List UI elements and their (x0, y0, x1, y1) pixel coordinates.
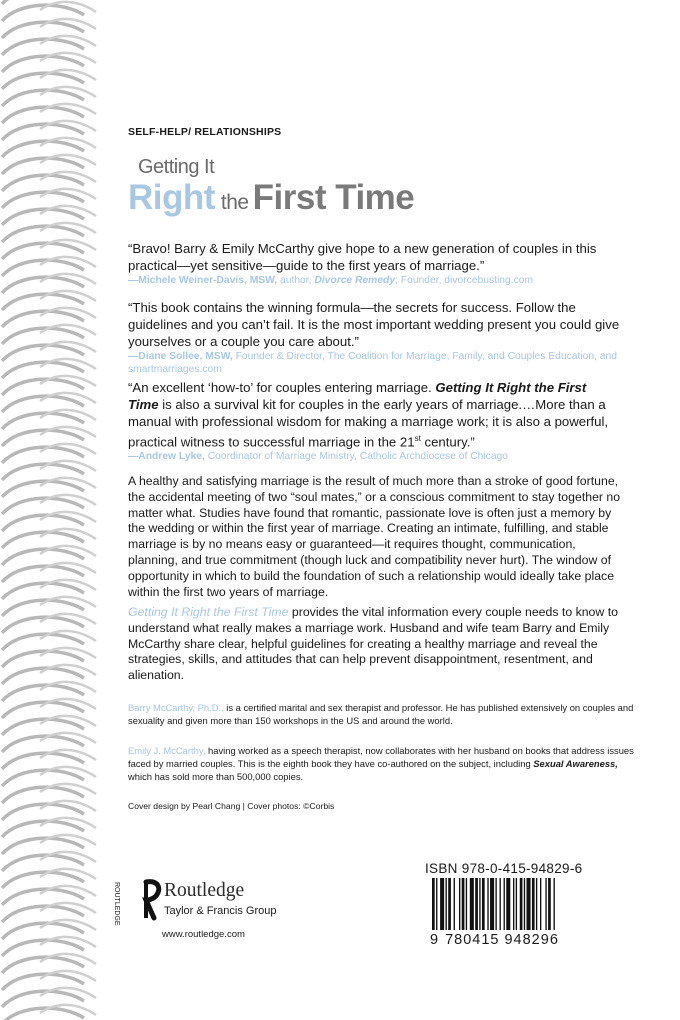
quote-text: “This book contains the winning formula—the secrets for success. Follow the guidelines and you can’t fail. It is the most important wedding present you could give yourselves or a couple you care about.” (128, 300, 620, 349)
publisher-url: www.routledge.com (162, 929, 245, 940)
title-line-1: Getting It (138, 156, 215, 178)
quote-text: “An excellent ‘how-to’ for couples entering marriage. Getting It Right the First Time is also a survival kit for couples in the early years of marriage.…More than a manual with professional wisdom for making a marriage work; it is also a powerful, practical witness to successful marriage in the 21st century.” (128, 380, 609, 450)
cover-credit: Cover design by Pearl Chang | Cover photos: ©Corbis (128, 801, 335, 811)
publisher-group: Taylor & Francis Group (164, 905, 277, 917)
quote-text: “Bravo! Barry & Emily McCarthy give hope to a new generation of couples in this practical—yet sensitive—guide to the first years of marriage.” (128, 241, 597, 273)
isbn-label: ISBN 978-0-415-94829-6 (425, 861, 583, 876)
book-title-highlight: Getting It Right the First Time (128, 605, 289, 619)
routledge-logo-icon (132, 878, 164, 924)
endorsement-quote-2 (128, 299, 620, 376)
description-paragraph-1: A healthy and satisfying marriage is the result of much more than a stroke of good fortune, the accidental meeting of two “soul mates,” or a conscious commitment to stay together no matter what. Studies have found that romantic, passionate love is often just a memory by the wedding or within the first year of marriage. Creating an intimate, fulfilling, and stable marriage is by no means easy or guaranteed—it requires thought, communication, planning, and true commitment (though luck and compatibility never hurt). The window of opportunity in which to build the foundation of such a relationship would ideally take place within the first two years of marriage. (128, 474, 621, 599)
barcode-digits: 9 780415 948296 (430, 932, 559, 948)
title-word-first-time: First Time (252, 178, 415, 217)
category-label: SELF-HELP/ RELATIONSHIPS (128, 126, 282, 138)
endorsement-quote-3 (128, 379, 620, 463)
quote-attribution: —Diane Sollee, MSW, Founder & Director, The Coalition for Marriage, Family, and Couples Education, and smartmarriages.com (128, 351, 617, 375)
publisher-vertical-name: ROUTLEDGE (113, 882, 120, 926)
author-bio-barry: Barry McCarthy, Ph.D., is a certified marital and sex therapist and professor. He has published extensively on couples and sexuality and given more than 150 workshops in the US and around the world. (128, 702, 634, 727)
title-word-the: the (220, 191, 249, 214)
title-word-right: Right (128, 178, 215, 217)
quote-attribution: —Andrew Lyke, Coordinator of Marriage Ministry, Catholic Archdiocese of Chicago (128, 451, 509, 463)
barcode (432, 878, 594, 930)
decorative-spine-swirls (0, 0, 100, 1020)
author-bio-emily: Emily J. McCarthy, having worked as a speech therapist, now collaborates with her husband on books that address issues faced by married couples. This is the eighth book they have co-authored on the subject, including Sexual Awareness, which has sold more than 500,000 copies. (128, 745, 634, 783)
endorsement-quote-1 (128, 240, 620, 287)
quote-attribution: —Michele Weiner-Davis, MSW, author, Divorce Remedy; Founder, divorcebusting.com (128, 275, 534, 286)
description-paragraph-2: Getting It Right the First Time provides the vital information every couple needs to know to understand what really makes a marriage work. Husband and wife team Barry and Emily McCarthy share clear, helpful guidelines for creating a healthy marriage and reveal the strategies, skills, and attitudes that can help prevent disappointment, resentment, and alienation. (128, 605, 618, 683)
title-line-2 (128, 178, 414, 223)
publisher-name: Routledge (164, 880, 245, 901)
